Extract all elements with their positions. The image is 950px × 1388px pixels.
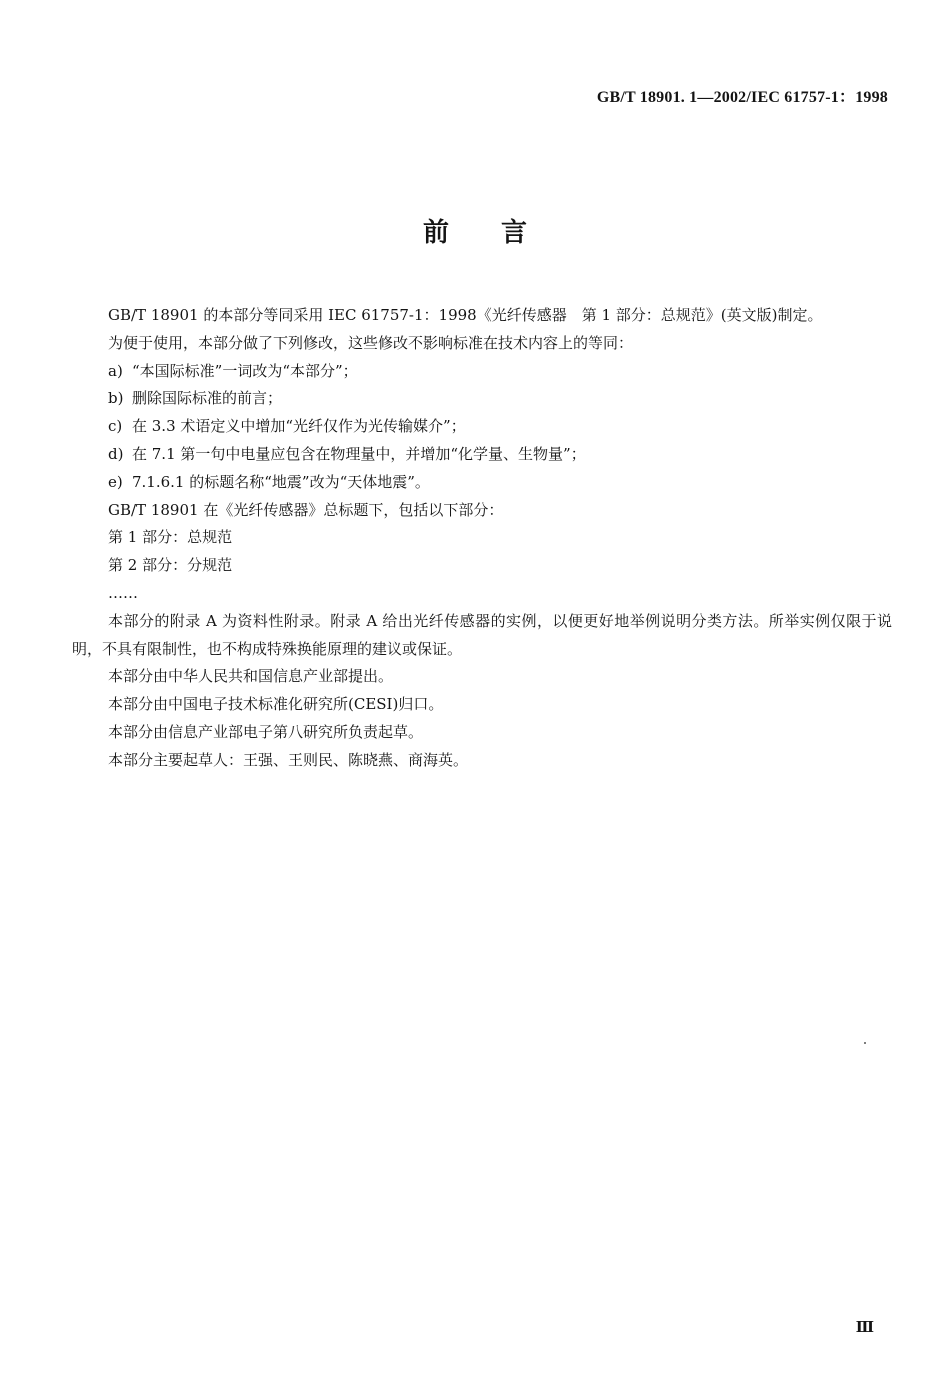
list-item [72, 385, 892, 413]
list-item [72, 413, 892, 441]
page-number: Ⅲ [855, 1320, 874, 1336]
drafted-by-paragraph: 本部分由信息产业部电子第八研究所负责起草。 [108, 722, 424, 741]
document-body [72, 302, 892, 775]
annex-paragraph: 本部分的附录 A 为资料性附录。附录 A 给出光纤传感器的实例，以便更好地举例说明分类方法。所举实例仅限于说明，不具有限制性，也不构成特殊换能原理的建议或保证。 [72, 611, 892, 658]
part-item-ellipsis: …… [108, 583, 138, 602]
list-item [72, 441, 892, 469]
list-item [72, 358, 892, 386]
list-item-label: a) [108, 361, 123, 380]
list-item-text: “本国际标准”一词改为“本部分”； [132, 361, 358, 380]
part-item: 第 1 部分：总规范 [108, 528, 233, 547]
list-item [72, 469, 892, 497]
part-item: 第 2 部分：分规范 [108, 556, 233, 575]
list-item-text: 在 7.1 第一句中电量应包含在物理量中，并增加“化学量、生物量”； [132, 444, 586, 463]
modifications-intro: 为便于使用，本部分做了下列修改，这些修改不影响标准在技术内容上的等同： [108, 333, 634, 352]
scan-speck [864, 1042, 866, 1044]
drafters-paragraph: 本部分主要起草人：王强、王则民、陈晓燕、商海英。 [108, 750, 469, 769]
intro-paragraph: GB/T 18901 的本部分等同采用 IEC 61757-1：1998《光纤传感器 第 1 部分：总规范》(英文版)制定。 [108, 306, 823, 324]
list-item-text: 删除国际标准的前言； [132, 389, 283, 408]
administered-by-paragraph: 本部分由中国电子技术标准化研究所(CESI)归口。 [108, 695, 444, 714]
proposed-by-paragraph: 本部分由中华人民共和国信息产业部提出。 [108, 667, 394, 686]
parts-intro: GB/T 18901 在《光纤传感器》总标题下，包括以下部分： [108, 500, 504, 519]
standard-number-header: GB/T 18901. 1—2002/IEC 61757-1：1998 [596, 89, 888, 106]
list-item-text: 7.1.6.1 的标题名称“地震”改为“天体地震”。 [132, 472, 430, 491]
page-title: 前言 [422, 218, 579, 248]
list-item-label: d) [108, 444, 124, 463]
list-item-label: b) [108, 389, 124, 408]
list-item-label: e) [108, 472, 123, 491]
list-item-text: 在 3.3 术语定义中增加“光纤仅作为光传输媒介”； [132, 417, 466, 436]
list-item-label: c) [108, 417, 123, 436]
